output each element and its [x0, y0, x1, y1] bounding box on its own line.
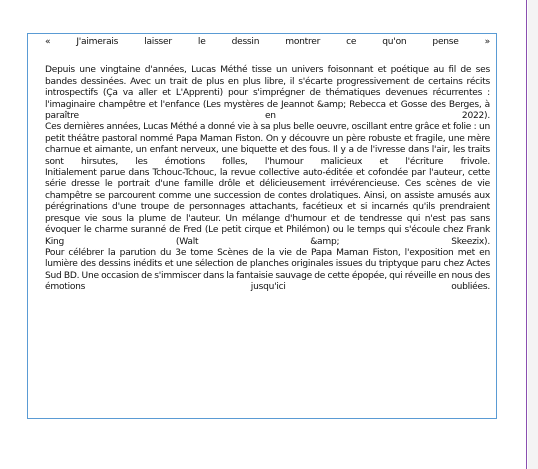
paragraph-3: Initialement parue dans Tchouc-Tchouc, la revue collective auto-éditée et cofondée par l'auteur, cette série dresse le portrait d'une famille drôle et délicieusement irrévérencieuse. Ces scènes de vie champêtre se parcourent comme une succession de contes drolatiques. Ainsi, on assiste amusés aux pérégrinations d'une troupe de personnages attachants, facétieux et si incarnés qu'ils prendraient presque vie sous la plume de l'auteur. Un mélange d'humour et de tendresse qui n'est pas sans évoquer le charme suranné de Fred (Le petit cirque et Philémon) ou le temps qui s'écoule chez Frank King (Walt &amp; Skeezix). [45, 168, 490, 247]
paragraph-2: Ces dernières années, Lucas Méthé a donné vie à sa plus belle oeuvre, oscillant entre grâce et folie : un petit théâtre pastoral nommé Papa Maman Fiston. On y découvre un père robuste et fragile, une mère charnue et aimante, un enfant nerveux, une biquette et des fous. Il y a de l'ivresse dans l'air, les traits sont hirsutes, les émotions folles, l'humour malicieux et l'écriture frivole. [45, 122, 490, 167]
pull-quote: « J'aimerais laisser le dessin montrer ce qu'on pense » [45, 37, 490, 47]
paragraph-1: Depuis une vingtaine d'années, Lucas Méthé tisse un univers foisonnant et poétique au fil de ses bandes dessinées. Avec un trait de plus en plus libre, il s'écarte progressivement de certains récits introspectifs (Ça va aller et L'Apprenti) pour s'imprégner de thématiques devenues récurrentes : l'imaginaire champêtre et l'enfance (Les mystères de Jeannot &amp; Rebecca et Gosse des Berges, à paraître en 2022). [45, 65, 490, 122]
page-margin-guide [526, 0, 527, 469]
body-text [45, 65, 490, 293]
paragraph-4: Pour célébrer la parution du 3e tome Scènes de la vie de Papa Maman Fiston, l'exposition met en lumière des dessins inédits et une sélection de planches originales issues du triptyque paru chez Actes Sud BD. Une occasion de s'immiscer dans la fantaisie sauvage de cette épopée, qui réveille en nous des émotions jusqu'ici oubliées. [45, 247, 490, 293]
text-box [45, 37, 490, 294]
